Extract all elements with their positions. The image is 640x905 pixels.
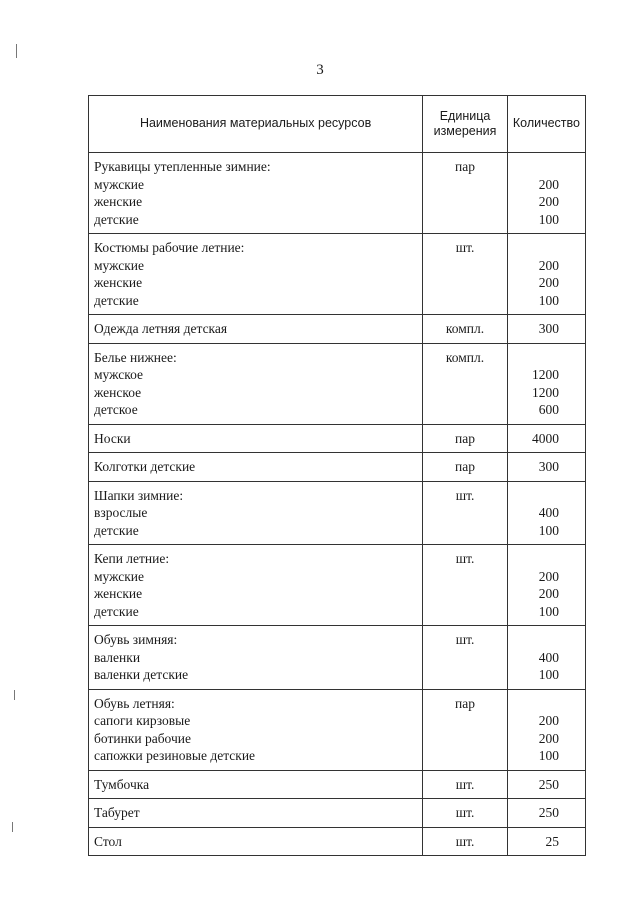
sub-item-qty: 200 [538,568,559,584]
resource-qty: 250 [538,776,559,792]
table-row [89,545,586,626]
resource-qty: 25 [545,833,559,849]
unit-cell: компл. [423,315,508,344]
sub-item-name: детские [94,292,139,308]
sub-item-qty: 400 [538,649,559,665]
page-number: 3 [316,62,324,78]
resource-name-cell [89,827,423,856]
quantity-cell [507,799,585,828]
table-row [89,424,586,453]
unit-cell: пар [423,153,508,234]
resource-name-cell [89,234,423,315]
sub-item-name: мужские [94,568,144,584]
unit-cell: пар [423,453,508,482]
sub-item-qty: 200 [538,194,559,209]
sub-item-qty: 200 [538,713,559,728]
unit-cell: шт. [423,545,508,626]
sub-item-name: валенки детские [94,667,189,682]
sub-item-qty: 200 [538,586,559,601]
sub-item-qty: 200 [538,176,559,192]
sub-item-qty: 100 [538,667,559,682]
quantity-cell [507,481,585,545]
unit-cell: шт. [423,626,508,690]
resource-qty: 4000 [532,430,559,446]
sub-item-qty: 1200 [532,384,559,400]
resource-title: Стол [94,833,122,849]
quantity-cell [507,343,585,424]
resource-title: Колготки детские [94,459,196,474]
unit-cell: шт. [423,481,508,545]
resource-qty: 300 [538,321,559,336]
sub-item-qty: 100 [538,292,559,308]
resource-name-cell [89,545,423,626]
resource-name-cell [89,343,423,424]
resource-name-cell [89,315,423,344]
quantity-cell [507,545,585,626]
sub-item-qty: 200 [538,275,559,290]
unit-cell: шт. [423,234,508,315]
header-qty: Количество [507,96,585,153]
resource-title: Обувь летняя: [94,695,175,711]
resource-title: Обувь зимняя: [94,632,178,647]
sub-item-qty: 200 [538,257,559,273]
resource-title: Шапки зимние: [94,487,184,503]
unit-cell: пар [423,689,508,770]
sub-item-name: женские [94,194,143,209]
sub-item-name: женское [94,384,142,400]
resource-qty: 300 [538,459,559,474]
sub-item-name: детские [94,603,139,619]
header-unit: Единица измерения [423,96,508,153]
table-row [89,626,586,690]
sub-item-name: мужские [94,257,144,273]
resource-name-cell [89,626,423,690]
sub-item-name: женские [94,586,143,601]
resource-title: Белье нижнее: [94,349,177,365]
scan-mark [12,822,13,832]
resources-table [88,95,586,856]
sub-item-name: детское [94,402,138,417]
resource-name-cell [89,453,423,482]
unit-cell: шт. [423,799,508,828]
resource-title: Костюмы рабочие летние: [94,240,245,255]
quantity-cell [507,689,585,770]
sub-item-qty: 1200 [532,367,559,382]
sub-item-name: ботинки рабочие [94,730,191,746]
sub-item-name: сапоги кирзовые [94,713,191,728]
scan-mark [14,690,15,700]
resource-name-cell [89,424,423,453]
quantity-cell [507,770,585,799]
sub-item-name: сапожки резиновые детские [94,748,256,763]
table-row [89,689,586,770]
sub-item-qty: 100 [538,603,559,619]
quantity-cell [507,626,585,690]
header-name: Наименования материальных ресурсов [89,96,423,153]
quantity-cell [507,234,585,315]
resource-name-cell [89,481,423,545]
sub-item-name: женские [94,275,143,290]
resource-name-cell [89,689,423,770]
quantity-cell [507,315,585,344]
unit-cell: шт. [423,770,508,799]
unit-cell: пар [423,424,508,453]
sub-item-name: валенки [94,649,141,665]
resource-title: Тумбочка [94,776,150,792]
table-row [89,153,586,234]
table-row [89,770,586,799]
resource-title: Табурет [94,805,140,820]
quantity-cell [507,827,585,856]
table-row [89,315,586,344]
table-row [89,827,586,856]
scan-mark [16,44,17,58]
resource-name-cell [89,770,423,799]
resource-name-cell [89,153,423,234]
resource-title: Носки [94,430,131,446]
sub-item-qty: 100 [538,748,559,763]
sub-item-qty: 600 [538,402,559,417]
table-row [89,234,586,315]
resource-qty: 250 [538,805,559,820]
resource-name-cell [89,799,423,828]
resource-title: Кепи летние: [94,551,170,566]
sub-item-qty: 100 [538,522,559,538]
sub-item-qty: 400 [538,505,559,520]
quantity-cell [507,153,585,234]
sub-item-name: взрослые [94,505,148,520]
table-row [89,799,586,828]
unit-cell: компл. [423,343,508,424]
sub-item-name: мужские [94,176,144,192]
sub-item-name: мужское [94,367,143,382]
resource-title: Одежда летняя детская [94,321,228,336]
resource-title: Рукавицы утепленные зимние: [94,159,271,174]
table-row [89,453,586,482]
quantity-cell [507,424,585,453]
sub-item-qty: 100 [538,211,559,227]
table-header-row [89,96,586,153]
sub-item-name: детские [94,522,139,538]
sub-item-name: детские [94,211,139,227]
unit-cell: шт. [423,827,508,856]
sub-item-qty: 200 [538,730,559,746]
quantity-cell [507,453,585,482]
table-row [89,481,586,545]
table-row [89,343,586,424]
